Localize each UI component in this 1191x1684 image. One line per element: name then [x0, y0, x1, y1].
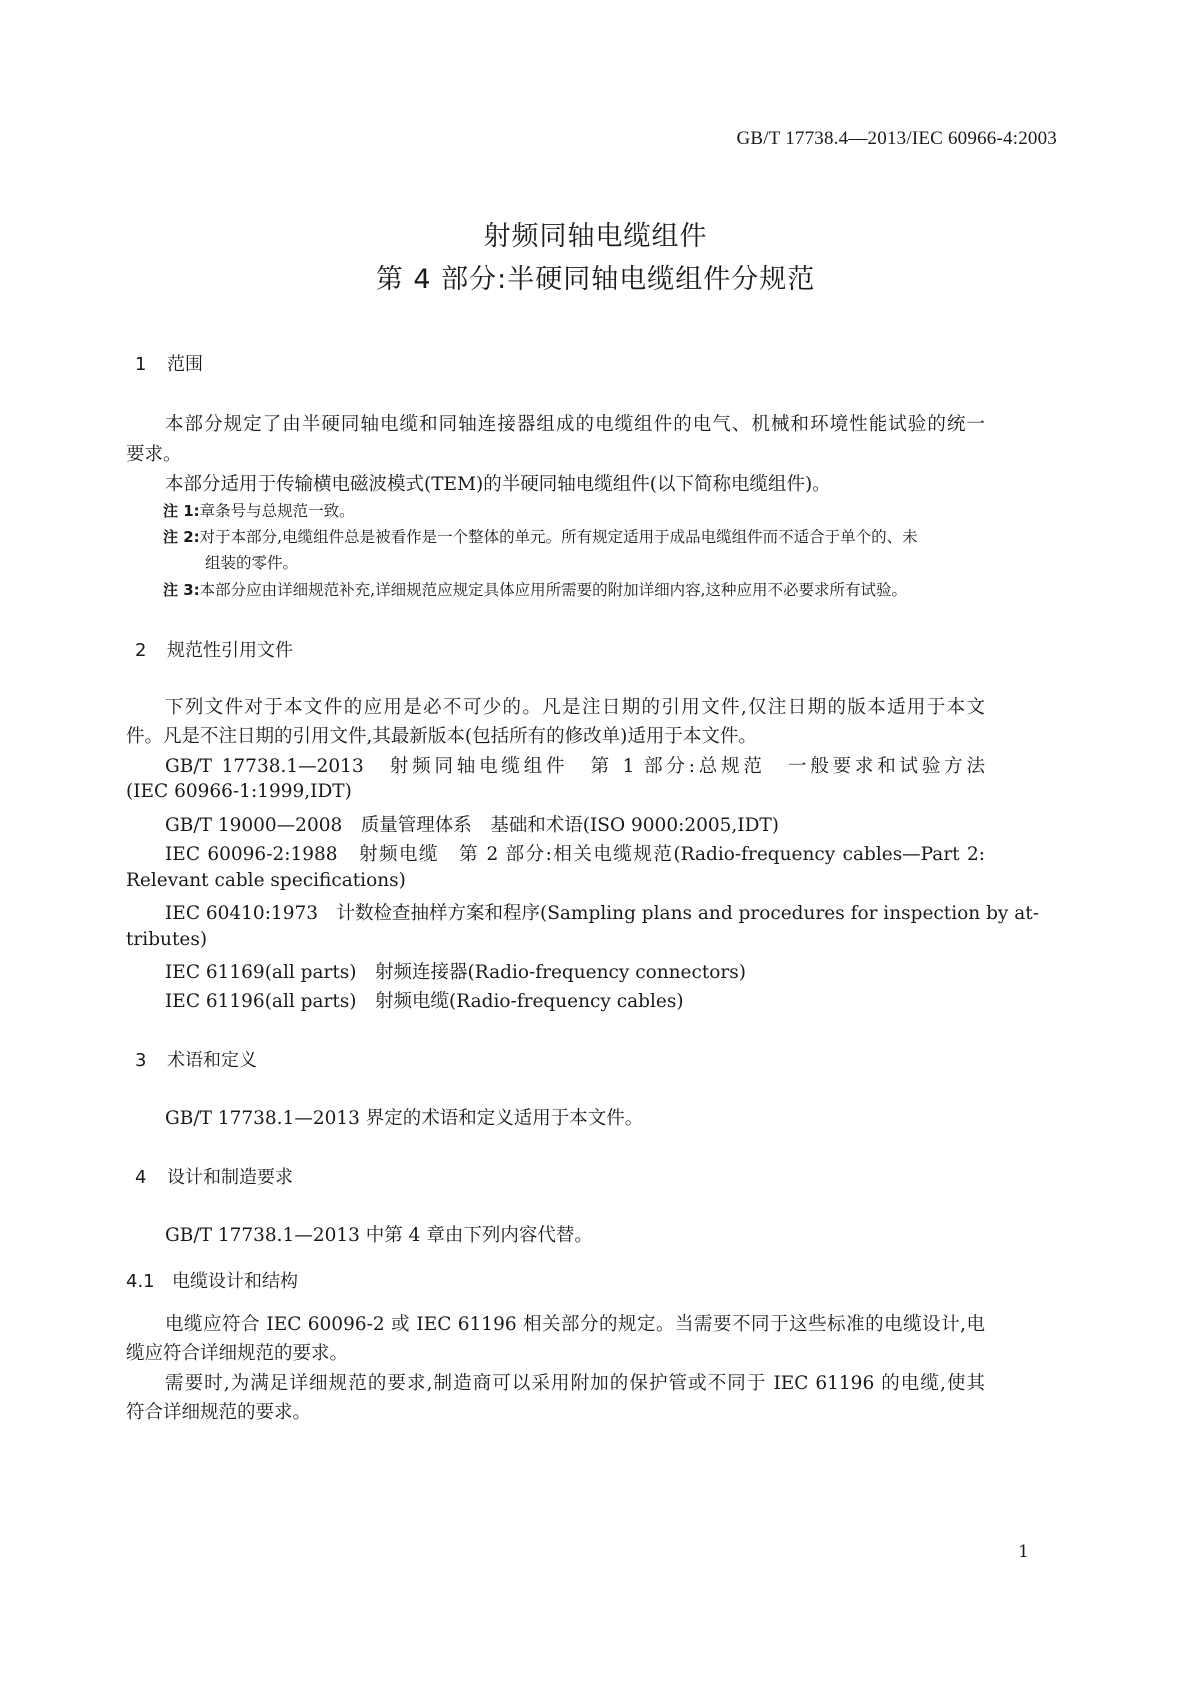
standard-number: GB/T 17738.4—2013/IEC 60966-4:2003 [736, 128, 1057, 149]
paragraph: GB/T 17738.1—2013 中第 4 章由下列内容代替。 [165, 1225, 593, 1246]
reference-item-continued: (IEC 60966-1:1999,IDT) [126, 781, 352, 802]
section-number: 3 [135, 1050, 147, 1071]
paragraph: 本部分适用于传输横电磁波模式(TEM)的半硬同轴电缆组件(以下简称电缆组件)。 [165, 474, 831, 495]
section-4-heading [135, 1163, 293, 1189]
reference-item: IEC 61169(all parts) 射频连接器(Radio-frequency connectors) [165, 962, 746, 983]
paragraph: 本部分规定了由半硬同轴电缆和同轴连接器组成的电缆组件的电气、机械和环境性能试验的统一 [165, 414, 985, 435]
section-1-heading [135, 350, 203, 376]
paragraph: 件。凡是不注日期的引用文件,其最新版本(包括所有的修改单)适用于本文件。 [126, 726, 757, 747]
paragraph: GB/T 17738.1—2013 界定的术语和定义适用于本文件。 [165, 1108, 644, 1129]
note-label: 注 2: [163, 528, 200, 546]
reference-item: GB/T 19000—2008 质量管理体系 基础和术语(ISO 9000:2005,IDT) [165, 815, 779, 836]
paragraph: 符合详细规范的要求。 [126, 1402, 312, 1423]
note-text: 本部分应由详细规范补充,详细规范应规定具体应用所需要的附加详细内容,这种应用不必要求所有试验。 [199, 581, 908, 599]
paragraph: 下列文件对于本文件的应用是必不可少的。凡是注日期的引用文件,仅注日期的版本适用于本文 [165, 697, 985, 718]
section-number: 1 [135, 354, 147, 375]
section-title: 术语和定义 [167, 1050, 257, 1071]
section-3-heading [135, 1046, 257, 1072]
paragraph: 缆应符合详细规范的要求。 [126, 1343, 349, 1364]
reference-item-continued: Relevant cable specifications) [126, 870, 406, 891]
note-label: 注 1: [163, 502, 200, 520]
section-title: 电缆设计和结构 [172, 1271, 298, 1292]
reference-item: IEC 60410:1973 计数检查抽样方案和程序(Sampling plans and procedures for inspection by at- [165, 903, 1039, 924]
section-4-1-heading [126, 1267, 298, 1293]
section-2-heading [135, 636, 293, 662]
reference-item-continued: tributes) [126, 929, 208, 950]
document-title: 射频同轴电缆组件 [483, 221, 708, 252]
document-subtitle: 第 4 部分:半硬同轴电缆组件分规范 [375, 264, 816, 295]
note-3 [163, 578, 907, 600]
note-1 [163, 499, 355, 521]
section-number: 4 [135, 1167, 147, 1188]
note-text: 对于本部分,电缆组件总是被看作是一个整体的单元。所有规定适用于成品电缆组件而不适合于单个的、未 [199, 528, 918, 546]
note-label: 注 3: [163, 581, 200, 599]
note-2 [163, 525, 985, 547]
reference-item: GB/T 17738.1—2013 射频同轴电缆组件 第 1 部分:总规范 一般要求和试验方法 [165, 756, 985, 777]
note-text: 章条号与总规范一致。 [199, 502, 355, 520]
section-title: 规范性引用文件 [167, 640, 293, 661]
section-title: 范围 [167, 354, 203, 375]
section-number: 2 [135, 640, 147, 661]
section-title: 设计和制造要求 [167, 1167, 293, 1188]
paragraph: 要求。 [126, 444, 182, 465]
paragraph: 需要时,为满足详细规范的要求,制造商可以采用附加的保护管或不同于 IEC 61196 的电缆,使其 [165, 1373, 985, 1394]
page-number: 1 [1018, 1542, 1029, 1562]
paragraph: 电缆应符合 IEC 60096-2 或 IEC 61196 相关部分的规定。当需要不同于这些标准的电缆设计,电 [165, 1314, 985, 1335]
reference-item: IEC 61196(all parts) 射频电缆(Radio-frequency cables) [165, 991, 684, 1012]
note-2-continued: 组装的零件。 [205, 554, 299, 572]
reference-item: IEC 60096-2:1988 射频电缆 第 2 部分:相关电缆规范(Radio-frequency cables—Part 2: [165, 844, 985, 865]
section-number: 4.1 [126, 1271, 155, 1292]
